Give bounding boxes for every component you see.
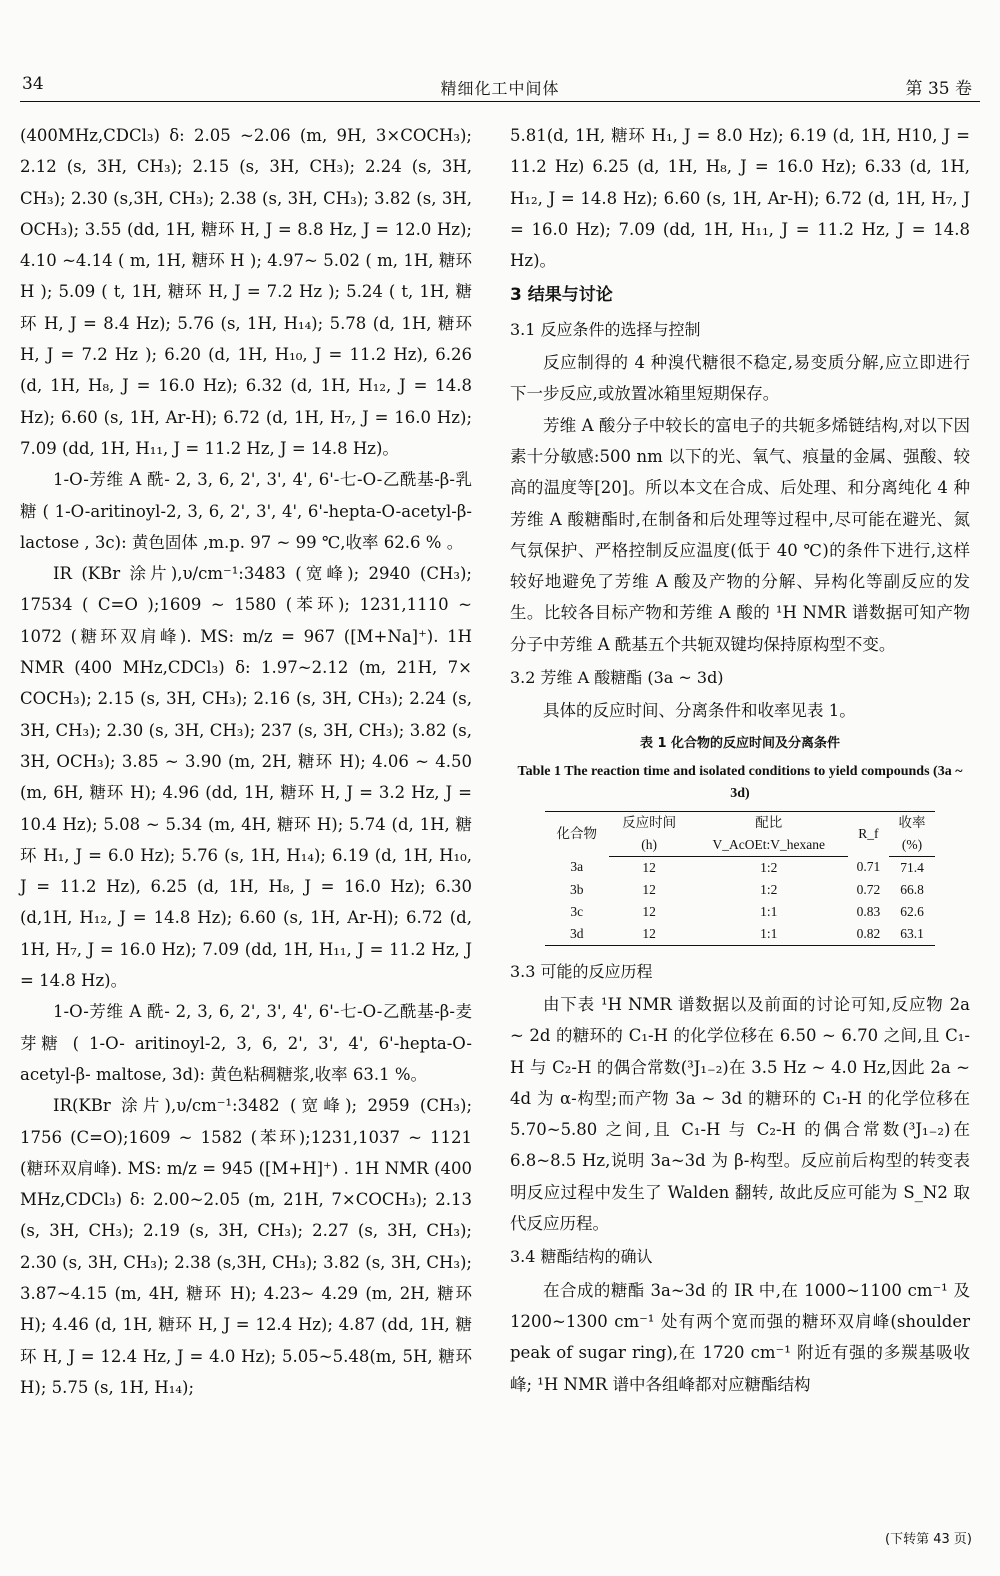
th-time: 反应时间 <box>609 811 690 834</box>
th-time-unit: (h) <box>609 834 690 857</box>
left-column <box>20 120 472 1403</box>
cell-yield: 63.1 <box>889 923 935 946</box>
cell-time: 12 <box>642 903 656 919</box>
cell-yield: 62.6 <box>900 903 924 919</box>
page-header <box>0 0 1000 100</box>
cell-yield: 71.4 <box>900 859 924 875</box>
cell-compound: 3d <box>545 923 609 946</box>
continued-note: (下转第 43 页) <box>885 1532 972 1547</box>
compound-3d-spectra: IR(KBr 涂片),υ/cm⁻¹:3482 (宽峰); 2959 (CH₃); 1756 (C=O);1609 ~ 1582 (苯环);1231,1037 ~ 1121 (糖环双肩峰). MS: m/z = 945 ([M+H]⁺) . 1H NMR (400 MHz,CDCl₃) δ: 2.00~2.05 (m, 21H, 7×COCH₃); 2.13 (s, 3H, CH₃); 2.19 (s, 3H, CH₃); 2.27 (s, 3H, CH₃); 2.30 (s, 3H, CH₃); 2.38 (s,3H, CH₃); 3.82 (s, 3H, CH₃); 3.87~4.15 (m, 4H, 糖环 H); 4.23~ 4.29 (m, 2H, 糖环 H); 4.46 (d, 1H, 糖环 H, J = 12.4 Hz); 4.87 (dd, 1H, 糖环 H, J = 12.4 Hz, J = 4.0 Hz); 5.05~5.48(m, 5H, 糖环 H); 5.75 (s, 1H, H₁₄); <box>20 1096 472 1397</box>
table-row <box>545 856 935 879</box>
section-3-heading: 3 结果与讨论 <box>510 285 613 306</box>
table-row <box>545 923 935 946</box>
compound-3c-spectra: IR (KBr 涂片),υ/cm⁻¹:3483 (宽峰); 2940 (CH₃); 17534 ( C=O );1609 ~ 1580 (苯环); 1231,1110 ~ 1072 (糖环双肩峰). MS: m/z = 967 ([M+Na]⁺). 1H NMR (400 MHz,CDCl₃) δ: 1.97~2.12 (m, 21H, 7× COCH₃); 2.15 (s, 3H, CH₃); 2.16 (s, 3H, CH₃); 2.24 (s, 3H, CH₃); 2.30 (s, 3H, CH₃); 237 (s, 3H, CH₃); 3.82 (s, 3H, OCH₃); 3.85 ~ 3.90 (m, 2H, 糖环 H); 4.06 ~ 4.50 (m, 6H, 糖环 H); 4.96 (dd, 1H, 糖环 H, J = 3.2 Hz, J = 10.4 Hz); 5.08 ~ 5.34 (m, 4H, 糖环 H); 5.74 (d, 1H, 糖环 H₁, J = 6.0 Hz); 5.76 (s, 1H, H₁₄); 6.19 (d, 1H, H₁₀, J = 11.2 Hz), 6.25 (d, 1H, H₈, J = 16.0 Hz); 6.30 (d,1H, H₁₂, J = 14.8 Hz); 6.60 (s, 1H, Ar-H); 6.72 (d, 1H, H₇, J = 16.0 Hz); 7.09 (dd, 1H, H₁₁, J = 11.2 Hz, J = 14.8 Hz)。 <box>20 564 472 991</box>
cell-time: 12 <box>642 859 656 875</box>
section-3-2-heading: 3.2 芳维 A 酸糖酯 (3a ~ 3d) <box>510 668 724 688</box>
table-row <box>545 879 935 901</box>
section-3-2-para: 具体的反应时间、分离条件和收率见表 1。 <box>543 701 856 721</box>
cell-rf: 0.71 <box>856 859 881 875</box>
section-3-4-heading: 3.4 糖酯结构的确认 <box>510 1247 653 1267</box>
th-yield: 收率 <box>889 811 935 834</box>
cell-rf: 0.72 <box>856 881 881 897</box>
nmr-data-3d-cont: 5.81(d, 1H, 糖环 H₁, J = 8.0 Hz); 6.19 (d, 1H, H10, J = 11.2 Hz) 6.25 (d, 1H, H₈, J = 16.0 Hz); 6.33 (d, 1H, H₁₂, J = 14.8 Hz); 6.60 (s, 1H, Ar-H); 6.72 (d, 1H, H₇, J = 16.0 Hz); 7.09 (dd, 1H, H₁₁, J = 11.2 Hz, J = 14.8 Hz)。 <box>510 126 970 271</box>
section-3-1-para1: 反应制得的 4 种溴代糖很不稳定,易变质分解,应立即进行下一步反应,或放置冰箱里短期保存。 <box>510 353 970 404</box>
journal-title: 精细化工中间体 <box>440 79 560 98</box>
right-column <box>510 120 970 1400</box>
cell-ratio: 1:1 <box>760 903 778 919</box>
table-caption-en: Table 1 The reaction time and isolated conditions to yield compounds (3a ~ 3d) <box>517 763 963 801</box>
th-ratio-unit: V_AcOEt:V_hexane <box>690 834 848 857</box>
cell-compound: 3a <box>570 859 584 875</box>
section-3-1-para2: 芳维 A 酸分子中较长的富电子的共轭多烯链结构,对以下因素十分敏感:500 nm 以下的光、氧气、痕量的金属、强酸、较高的温度等[20]。所以本文在合成、后处理、和分离纯化 4 种芳维 A 酸糖酯时,在制备和后处理等过程中,尽可能在避光、氮气氛保护、严格控制反应温度(低于 40 ℃)的条件下进行,这样较好地避免了芳维 A 酸及产物的分解、异构化等副反应的发生。比较各目标产物和芳维 A 酸的 ¹H NMR 谱数据可知产物分子中芳维 A 酰基五个共轭双键均保持原构型不变。 <box>510 415 970 654</box>
cell-compound: 3b <box>570 881 584 897</box>
cell-rf: 0.83 <box>856 903 881 919</box>
th-compound: 化合物 <box>545 811 609 856</box>
cell-yield: 66.8 <box>900 881 924 897</box>
cell-rf: 0.82 <box>848 923 889 946</box>
cell-time: 12 <box>642 881 656 897</box>
section-3-4-para: 在合成的糖酯 3a~3d 的 IR 中,在 1000~1100 cm⁻¹ 及 1200~1300 cm⁻¹ 处有两个宽而强的糖环双肩峰(shoulder peak of sugar ring),在 1720 cm⁻¹ 附近有强的多羰基吸收峰; ¹H NMR 谱中各组峰都对应糖酯结构 <box>510 1280 970 1394</box>
th-ratio: 配比 <box>690 811 848 834</box>
nmr-data-3b: (400MHz,CDCl₃) δ: 2.05 ~2.06 (m, 9H, 3×COCH₃); 2.12 (s, 3H, CH₃); 2.15 (s, 3H, CH₃); 2.24 (s, 3H, CH₃); 2.30 (s,3H, CH₃); 2.38 (s, 3H, CH₃); 3.82 (s, 3H, OCH₃); 3.55 (dd, 1H, 糖环 H, J = 8.8 Hz, J = 12.0 Hz); 4.10 ~4.14 ( m, 1H, 糖环 H ); 4.97~ 5.02 ( m, 1H, 糖环 H ); 5.09 ( t, 1H, 糖环 H, J = 7.2 Hz ); 5.24 ( t, 1H, 糖环 H, J = 8.4 Hz); 5.76 (s, 1H, H₁₄); 5.78 (d, 1H, 糖环 H, J = 7.2 Hz ); 6.20 (d, 1H, H₁₀, J = 11.2 Hz), 6.26 (d, 1H, H₈, J = 16.0 Hz); 6.32 (d, 1H, H₁₂, J = 14.8 Hz); 6.60 (s, 1H, Ar-H); 6.72 (d, 1H, H₇, J = 16.0 Hz); 7.09 (dd, 1H, H₁₁, J = 11.2 Hz, J = 14.8 Hz)。 <box>20 126 472 458</box>
section-3-3-para: 由下表 ¹H NMR 谱数据以及前面的讨论可知,反应物 2a ~ 2d 的糖环的 C₁-H 的化学位移在 6.50 ~ 6.70 之间,且 C₁-H 与 C₂-H 的偶合常数(³J₁₋₂)在 3.5 Hz ~ 4.0 Hz,因此 2a ~ 4d 为 α-构型;而产物 3a ~ 3d 的糖环的 C₁-H 的化学位移在 5.70~5.80 之间,且 C₁-H 与 C₂-H 的偶合常数(³J₁₋₂)在 6.8~8.5 Hz,说明 3a~3d 为 β-构型。反应前后构型的转变表明反应过程中发生了 Walden 翻转, 故此反应可能为 S_N2 取代反应历程。 <box>510 994 970 1234</box>
cell-ratio: 1:2 <box>760 859 778 875</box>
table-caption-cn: 表 1 化合物的反应时间及分离条件 <box>639 735 841 751</box>
table-row <box>545 901 935 923</box>
section-3-1-heading: 3.1 反应条件的选择与控制 <box>510 319 701 339</box>
cell-compound: 3c <box>570 903 584 919</box>
header-rule <box>20 101 980 102</box>
cell-ratio: 1:1 <box>690 923 848 946</box>
th-yield-unit: (%) <box>889 834 935 857</box>
section-3-3-heading: 3.3 可能的反应历程 <box>510 961 653 981</box>
th-rf: R_f <box>848 811 889 856</box>
page-number: 34 <box>22 74 44 94</box>
cell-time: 12 <box>609 923 690 946</box>
compound-3d-title: 1-O-芳维 A 酰- 2, 3, 6, 2', 3', 4', 6'-七-O-乙酰基-β-麦芽糖 ( 1-O- aritinoyl-2, 3, 6, 2', 3', 4', 6'-hepta-O-acetyl-β- maltose, 3d): 黄色粘稠糖浆,收率 63.1 %。 <box>20 1002 472 1084</box>
volume-label: 第 35 卷 <box>905 79 972 99</box>
compound-3c-title: 1-O-芳维 A 酰- 2, 3, 6, 2', 3', 4', 6'-七-O-乙酰基-β-乳糖 ( 1-O-aritinoyl-2, 3, 6, 2', 3', 4', 6'-hepta-O-acetyl-β- lactose , 3c): 黄色固体 ,m.p. 97 ~ 99 ℃,收率 62.6 % 。 <box>20 470 472 552</box>
reaction-table <box>545 811 935 946</box>
cell-ratio: 1:2 <box>760 881 778 897</box>
